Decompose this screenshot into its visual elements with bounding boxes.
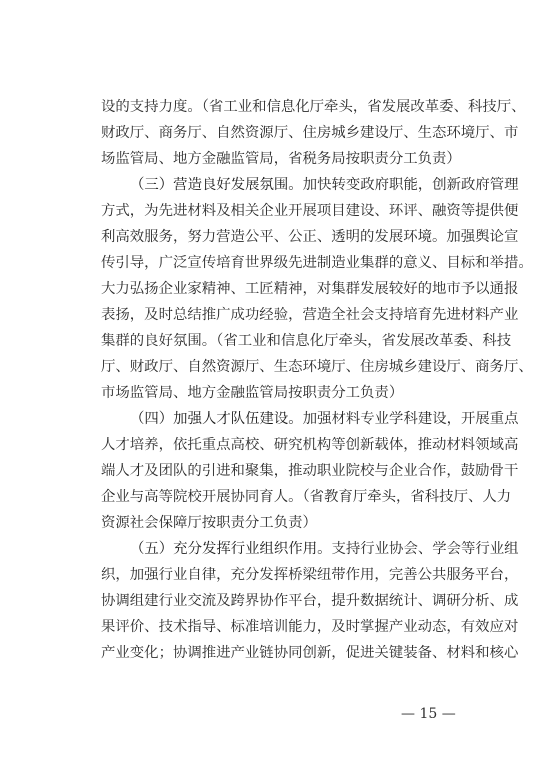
section-heading: （四）加强人才队伍建设。 [130,411,303,427]
text-run: 加强材料专业学科建设，开展重点 [302,411,519,427]
paragraph-first-line [101,536,519,562]
text-line: 集群的良好氛围。（省工业和信息化厅牵头，省发展改革委、科技 [101,333,512,349]
text-line: 织，加强行业自律，充分发挥桥梁纽带作用，完善公共服务平台， [101,567,519,583]
text-line: 财政厅、商务厅、自然资源厅、住房城乡建设厅、生态环境厅、市 [101,125,519,141]
page-number: — 15 — [401,706,456,722]
text-line: 利高效服务，努力营造公平、公正、透明的发展环境。加强舆论宣 [101,229,519,245]
text-line: 设的支持力度。（省工业和信息化厅牵头，省发展改革委、科技厅、 [101,99,526,115]
text-line: 端人才及团队的引进和聚集，推动职业院校与企业合作，鼓励骨干 [101,463,519,479]
text-line: 市场监管局、地方金融监管局按职责分工负责） [101,385,404,401]
text-line: 传引导，广泛宣传培育世界级先进制造业集群的意义、目标和举措。 [101,255,533,271]
section-heading: （五）充分发挥行业组织作用。 [130,541,332,557]
text-run: 支持行业协会、学会等行业组 [331,541,519,557]
text-line: 人才培养，依托重点高校、研究机构等创新载体，推动材料领域高 [101,437,519,453]
text-line: 大力弘扬企业家精神、工匠精神，对集群发展较好的地市予以通报 [101,281,519,297]
text-line: 场监管局、地方金融监管局，省税务局按职责分工负责） [101,151,461,167]
text-run: 加快转变政府职能，创新政府管理 [302,177,519,193]
text-line: 方式，为先进材料及相关企业开展项目建设、环评、融资等提供便 [101,203,519,219]
text-line: 企业与高等院校开展协同育人。（省教育厅牵头，省科技厅、人力 [101,489,512,505]
paragraph-first-line [101,172,519,198]
text-line: 协调组建行业交流及跨界协作平台，提升数据统计、调研分析、成 [101,593,519,609]
text-line: 资源社会保障厅按职责分工负责） [101,515,317,531]
body-text [101,94,533,666]
text-line: 厅、财政厅、自然资源厅、生态环境厅、住房城乡建设厅、商务厅、 [101,359,533,375]
text-line: 果评价、技术指导、标准培训能力，及时掌握产业动态，有效应对 [101,619,519,635]
text-line: 表扬，及时总结推广成功经验，营造全社会支持培育先进材料产业 [101,307,519,323]
section-heading: （三）营造良好发展氛围。 [130,177,303,193]
text-line: 产业变化；协调推进产业链协同创新，促进关键装备、材料和核心 [101,645,519,661]
paragraph-first-line [101,406,519,432]
